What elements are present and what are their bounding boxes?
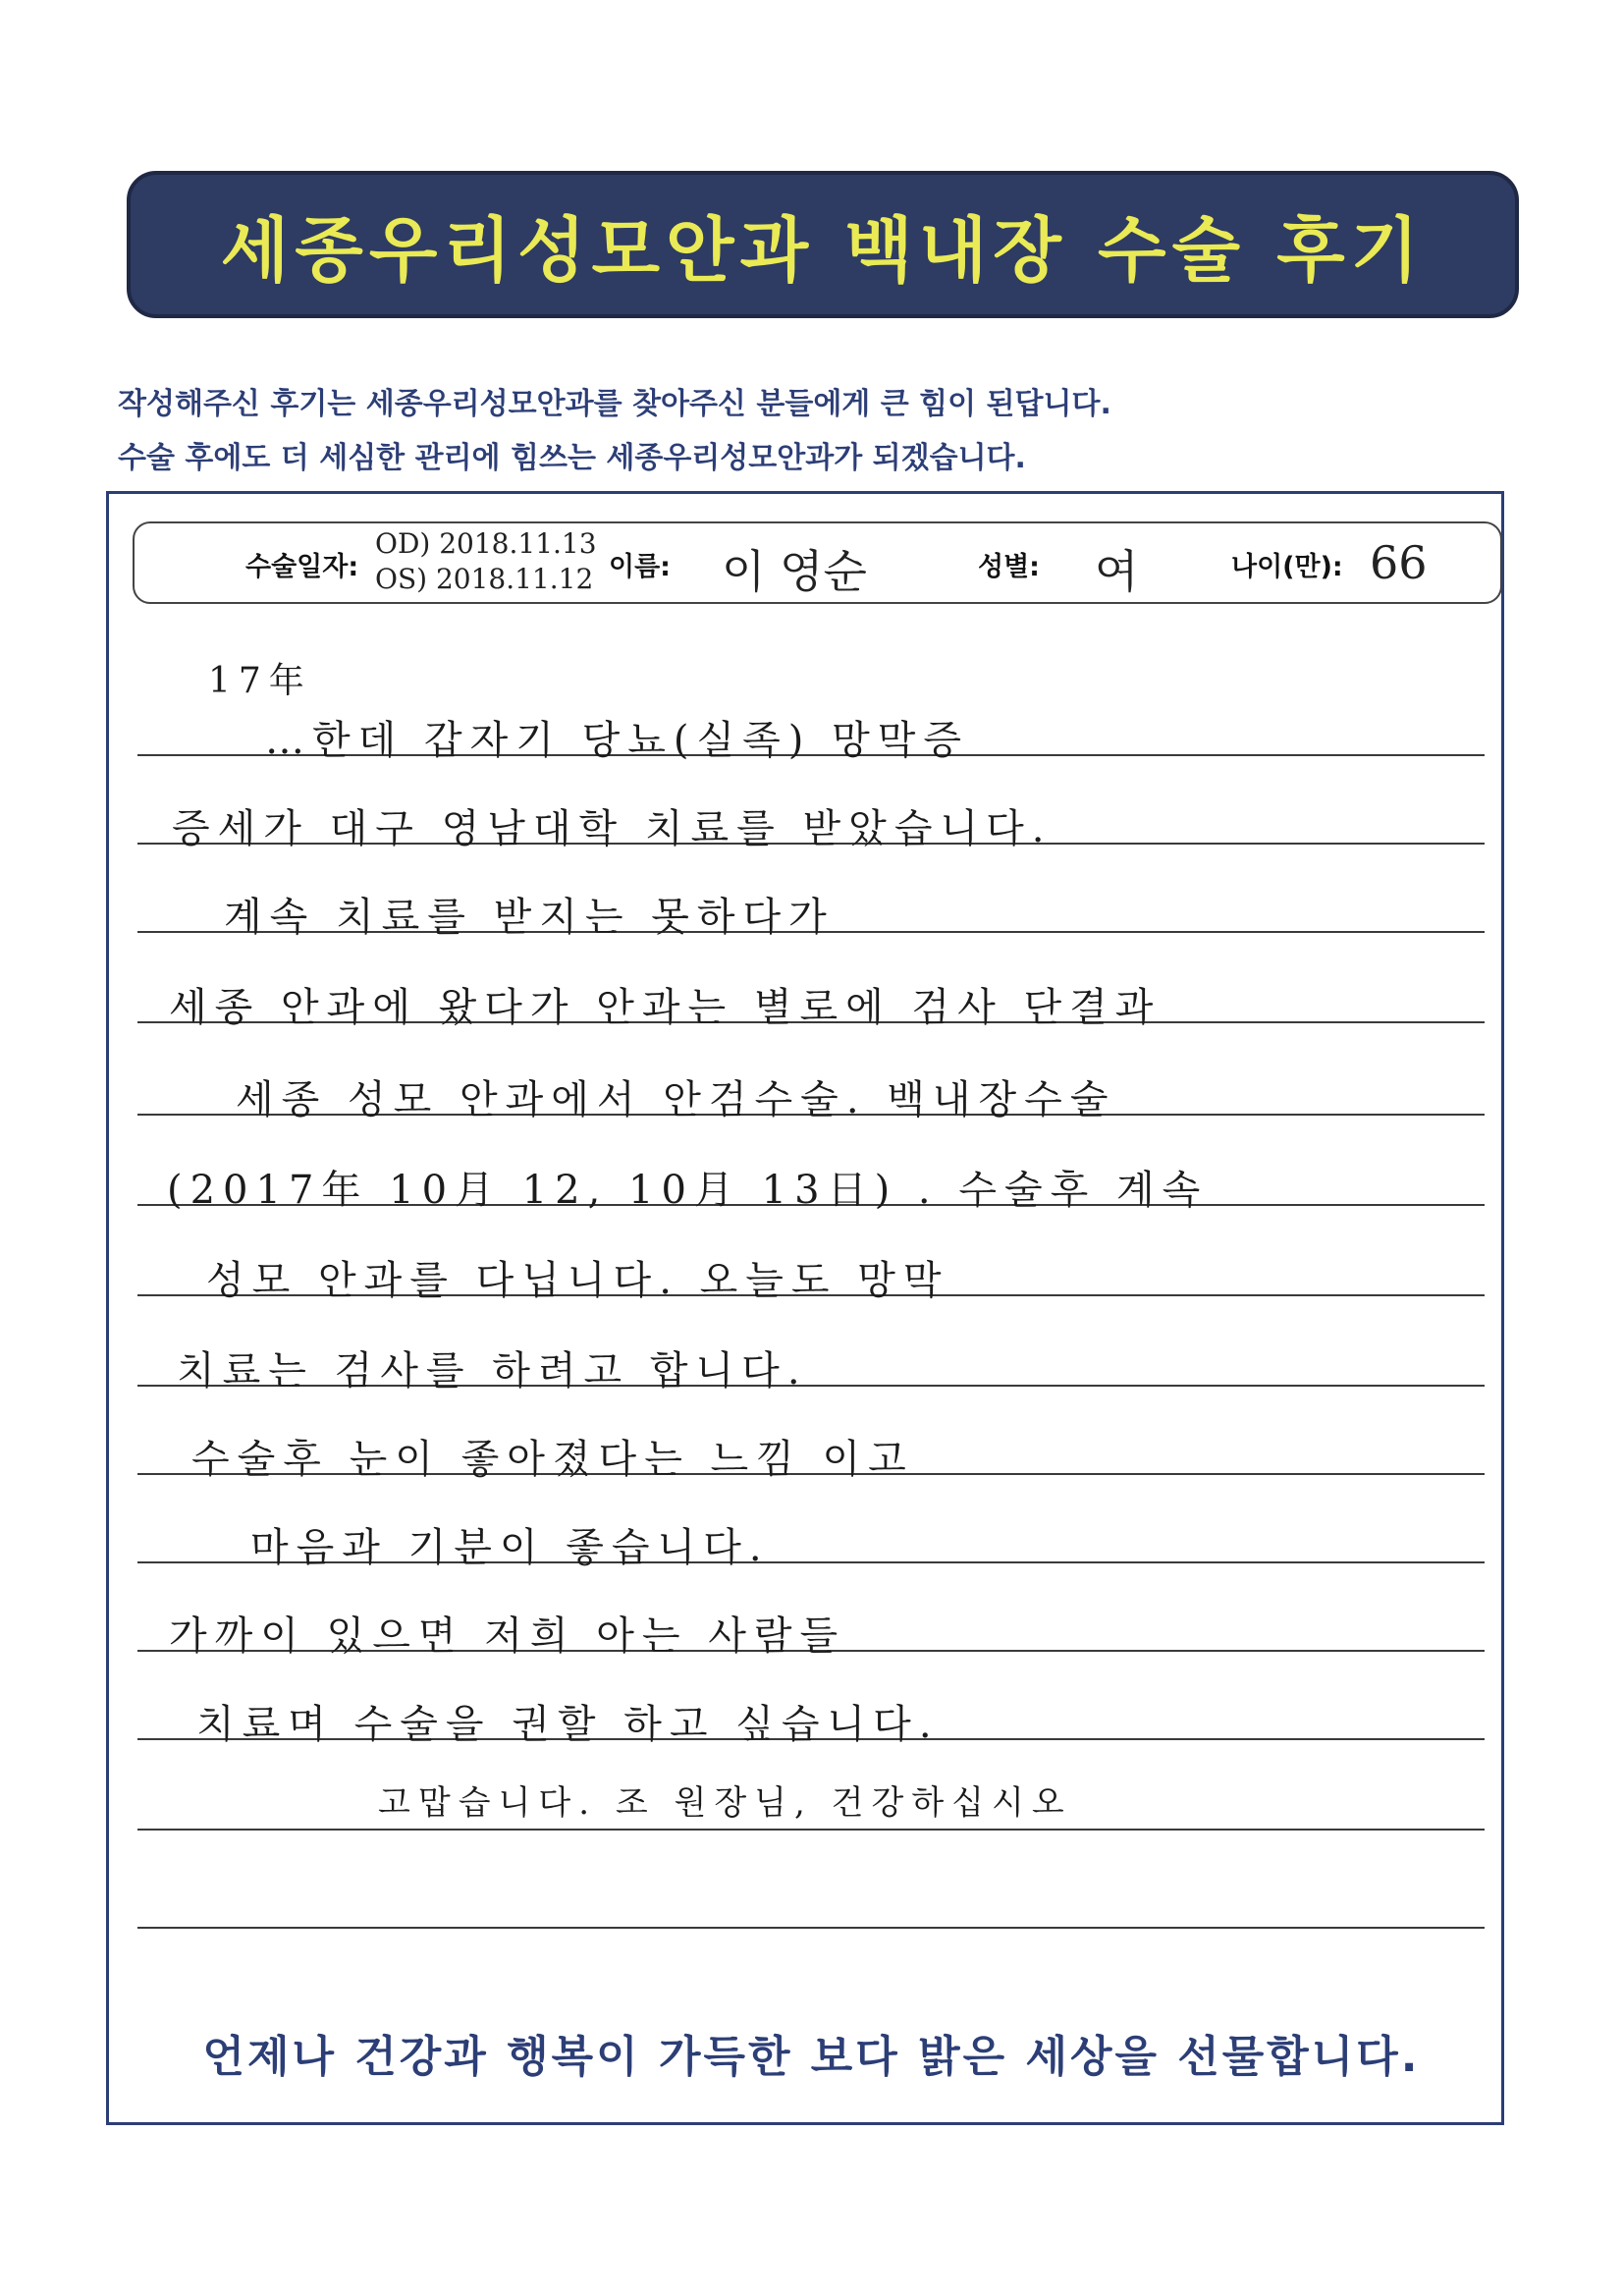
title-banner	[127, 171, 1519, 318]
intro-line-1: 작성해주신 후기는 세종우리성모안과를 찾아주신 분들에게 큰 힘이 된답니다.	[118, 387, 1111, 421]
ruled-line	[137, 1927, 1485, 1929]
surgery-date-od: OD) 2018.11.13	[375, 527, 597, 560]
review-line: 치료는 검사를 하려고 합니다.	[177, 1348, 808, 1394]
page-title: 세종우리성모안과 백내장 수술 후기	[220, 209, 1426, 292]
review-line: 가까이 있으면 저희 아는 사람들	[169, 1613, 846, 1659]
surgery-date-os: OS) 2018.11.12	[375, 563, 594, 595]
footer-slogan: 언제나 건강과 행복이 가득한 보다 밝은 세상을 선물합니다.	[202, 2032, 1421, 2082]
intro-line-2: 수술 후에도 더 세심한 관리에 힘쓰는 세종우리성모안과가 되겠습니다.	[118, 441, 1026, 475]
surgery-date-label: 수술일자:	[245, 552, 359, 582]
review-line: 수술후 눈이 좋아졌다는 느낌 이고	[191, 1437, 914, 1482]
ruled-line	[137, 1829, 1485, 1831]
review-line: 치료며 수술을 권할 하고 싶습니다.	[196, 1702, 940, 1747]
review-line: 성모 안과를 다닙니다. 오늘도 망막	[206, 1258, 949, 1303]
review-line: 계속 치료를 받지는 못하다가	[224, 895, 835, 940]
review-line: 고맙습니다. 조 원장님, 건강하십시오	[378, 1783, 1072, 1823]
review-line: …한데 갑자기 당뇨(실족) 망막증	[265, 718, 970, 763]
review-line: 마음과 기분이 좋습니다.	[250, 1525, 770, 1570]
review-line: 세종 성모 안과에서 안검수술. 백내장수술	[236, 1077, 1116, 1122]
review-line: (2017年 10月 12, 10月 13日) . 수술후 계속	[167, 1168, 1209, 1213]
sex-value: 여	[1095, 545, 1139, 598]
age-label: 나이(만):	[1231, 552, 1343, 582]
review-line: 17年	[208, 661, 312, 701]
age-value: 66	[1370, 536, 1428, 589]
name-value: 이 영순	[722, 545, 867, 598]
review-line: 세종 안과에 왔다가 안과는 별로에 검사 단결과	[169, 985, 1162, 1030]
name-label: 이름:	[609, 552, 671, 582]
review-line: 증세가 대구 영남대학 치료를 받았습니다.	[172, 806, 1053, 851]
sex-label: 성별:	[978, 552, 1040, 582]
